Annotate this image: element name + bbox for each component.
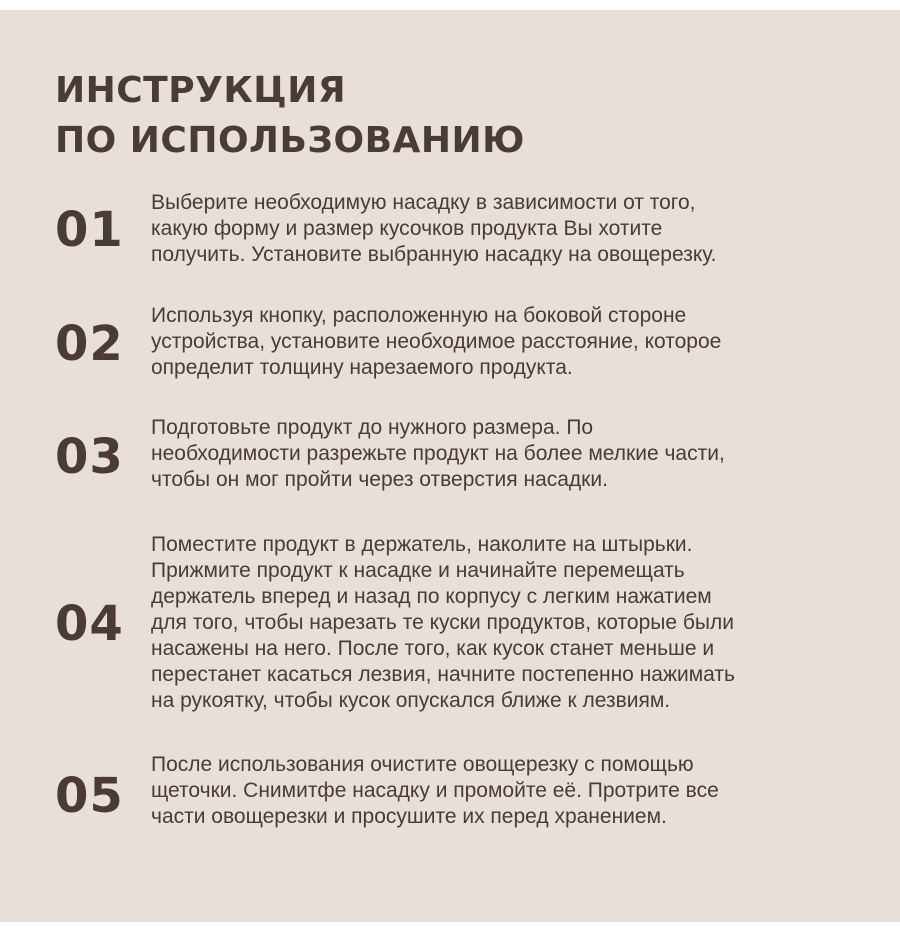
step-text: После использования очистите овощерезку с помощью щеточки. Снимитфе насадку и промойте её. Протрите все части овощерезки и просушите их перед хранением. <box>151 753 719 828</box>
step-number: 04 <box>55 596 124 652</box>
step-text: Подготовьте продукт до нужного размера. По необходимости разрежьте продукт на более мелкие части, чтобы он мог пройти через отверстия насадки. <box>151 416 725 491</box>
step-text: Используя кнопку, расположенную на боковой стороне устройства, установите необходимое расстояние, которое определит толщину нарезаемого продукта. <box>151 304 722 379</box>
step-text: Поместите продукт в держатель, наколите на штырьки. Прижмите продукт к насадке и начинайте перемещать держатель вперед и назад по корпусу с легким нажатием для того, чтобы нарезать те куски продуктов, которые были насажены на него. После того, как кусок станет меньше и перестанет касаться лезвия, начните постепенно нажимать на рукоятку, чтобы кусок опускался ближе к лезвиям. <box>151 533 735 712</box>
step-number: 01 <box>55 202 124 258</box>
step-number: 05 <box>55 768 124 824</box>
step-number: 03 <box>55 429 124 485</box>
page-title <box>55 66 525 166</box>
step-text: Выберите необходимую насадку в зависимости от того, какую форму и размер кусочков продукта Вы хотите получить. Установите выбранную насадку на овощерезку. <box>151 191 717 266</box>
title-line-2: ПО ИСПОЛЬЗОВАНИЮ <box>55 120 525 161</box>
step-number: 02 <box>55 316 124 372</box>
instruction-card <box>0 10 900 922</box>
title-line-1: ИНСТРУКЦИЯ <box>55 70 347 111</box>
